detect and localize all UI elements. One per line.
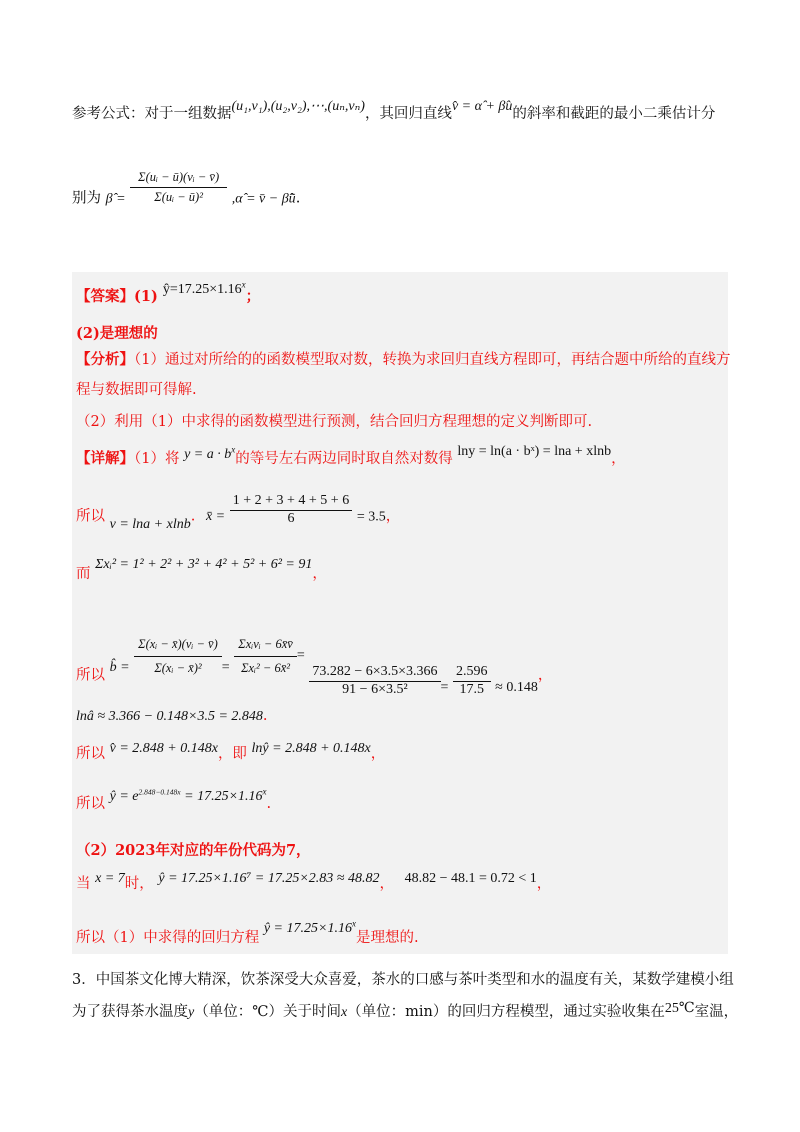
bhat-fraction-1 [134,633,222,680]
detail-l1-a: （1）将 [134,451,180,467]
analysis-line-3: （2）利用（1）中求得的函数模型进行预测，结合回归方程理想的定义判断即可. [76,414,593,430]
final-equation: ŷ = $17.25\times 1.16^x$ [263,918,356,936]
detail-l7-a: 所以 [76,796,105,812]
detail-line-5 [76,708,268,726]
v-equation: v = lna + xlnb [109,517,191,533]
detail-l7-end: . [266,796,272,812]
bhat-f4-denominator: 17.5 [459,681,485,697]
bhat-f1-denominator: Σ(xᵢ − x̄)² [154,660,202,675]
lna-equation: lnâ ≈ 3.366 − 0.148×3.5 = 2.848 [76,709,263,724]
analysis-text-1: （1）通过对所给的的函数模型取对数，转换为求回归直线方程即可，再结合题中所给的直线方 [134,352,731,368]
part2-line-3 [76,918,419,948]
detail-line-7 [76,786,272,814]
bhat-result: ≈ 0.148 [495,680,538,696]
equals-sign-2: = [296,648,305,664]
bhat-f1-numerator: Σ(xᵢ − x̄)(vᵢ − v̄) [134,633,222,657]
analysis-line-2: 程与数据即可得解. [76,382,197,398]
yhat-exp-equation: ŷ = $e^{2.848-0.148x} = 17.25\times 1.16^x$ [109,786,267,804]
answer-part1-end: ； [245,288,261,305]
bhat-f3-denominator: 91 − 6×3.5² [342,681,408,697]
answer-part2: (2)是理想的 [76,325,158,342]
answer-part1-index: (1) [134,288,158,305]
bhat-lhs: b̂ = [109,660,130,676]
detail-label: 【详解】 [76,450,134,467]
question3-l2-c: （单位：min）的回归方程模型，通过实验收集在 [347,1004,665,1020]
part2-l3-b: 是理想的. [355,930,419,946]
formula-regression-line: v̂ = α̂ + β̂u [451,99,513,114]
detail-l4-a: 所以 [76,667,105,684]
question3-l2-a: 为了获得茶水温度 [72,1004,188,1020]
beta-numerator: Σ(uᵢ − ū)(vᵢ − v̄) [130,168,227,188]
part2-l2-end: ， [536,876,552,892]
detail-line-6 [76,741,386,764]
answer-label: 【答案】 [76,288,134,305]
part2-l2-a: 当 [76,876,91,892]
question3-line-1: 3．中国茶文化博大精深，饮茶深受大众喜爱，茶水的口感与茶叶类型和水的温度有关，某数学建模小组 [72,972,734,988]
formula-data-set: (u₁,v₁),(u₂,v₂),⋯,(uₙ,vₙ) [231,99,365,114]
equals-sign-1: = [221,660,230,676]
xbar-denominator: 6 [287,510,295,526]
formula-middle: ，其回归直线 [364,106,452,122]
bhat-f3-numerator: 73.282 − 6×3.5×3.366 [309,664,440,682]
detail-l3-end: ， [312,566,327,582]
bhat-f2-numerator: Σxᵢvᵢ − 6x̄v̄ [234,633,297,657]
detail-l1-end: ， [611,451,626,467]
detail-l6-end: ， [370,746,386,762]
equals-sign-3: = [440,680,449,696]
xbar-fraction [230,493,352,528]
xbar-result: = 3.5 [356,509,386,525]
difference-equation: 48.82 − 48.1 = 0.72 < 1 [404,871,537,886]
lnyhat-equation: lnŷ = 2.848 + 0.148x [251,741,371,756]
part2-line-2 [76,871,552,894]
detail-l2-a: 所以 [76,508,105,525]
bhat-fraction-4 [453,664,491,699]
detail-l2-end: ， [385,508,401,525]
detail-line-1 [76,444,626,469]
bhat-f4-numerator: 2.596 [453,664,491,682]
prediction-equation: ŷ = 17.25×1.16⁷ = 17.25×2.83 ≈ 48.82 [158,871,380,886]
model-equation: $y = a \cdot b^x$ [184,444,236,462]
detail-l4-end: ， [537,667,553,684]
sum-squares-equation: Σxᵢ² = 1² + 2² + 3² + 4² + 5² + 6² = 91 [95,557,313,572]
analysis-label: 【分析】 [76,351,134,368]
question3-line-2 [72,1001,739,1022]
formula-line-1 [72,99,716,124]
bhat-f2-denominator: Σxᵢ² − 6x̄² [241,660,291,675]
beta-denominator: Σ(uᵢ − ū)² [154,190,203,204]
detail-l6-a: 所以 [76,746,105,762]
question3-var-y: y [188,1005,195,1020]
question3-var-x: x [340,1005,348,1020]
part2-l2-b: 时， [124,876,154,892]
bhat-fraction-3 [309,664,440,699]
analysis-line-1 [76,351,730,369]
detail-line-2 [76,493,401,533]
beta-lhs: β̂ = [105,191,126,207]
bhat-fraction-2 [234,633,297,680]
formula-suffix: 的斜率和截距的最小二乘估计分 [512,106,716,122]
detail-l3-a: 而 [76,566,91,582]
answer-line-1 [76,279,261,307]
part2-l3-a: 所以（1）中求得的回归方程 [76,930,260,946]
detail-line-3 [76,557,327,584]
detail-line-4 [76,636,553,699]
formula-end: . [295,190,301,207]
part2-l2-c: ， [379,876,394,892]
formula-estimates-prefix: 别为 [72,190,101,207]
alpha-estimate: ,α̂ = v̄ − β̂ū [231,191,296,207]
question3-l2-d: 室温， [694,1004,739,1020]
xbar-numerator: 1 + 2 + 3 + 4 + 5 + 6 [230,493,352,511]
part2-line-1: （2）2023年对应的年份代码为7， [76,842,311,859]
detail-l1-b: 的等号左右两边同时取自然对数得 [235,451,453,467]
answer-part1-equation: $ŷ=17.25\times 1.16^x$ [162,279,246,297]
x-equals-7: x = 7 [95,871,125,886]
detail-l5-end: . [262,708,268,724]
question3-l2-b: （单位：℃）关于时间 [194,1004,341,1020]
beta-fraction [130,168,227,207]
vhat-equation: v̂ = 2.848 + 0.148x [109,741,218,756]
detail-l2-dot: . [190,508,196,525]
question3-room-temp: 25℃ [664,1001,695,1016]
detail-l6-mid: ，即 [217,746,247,762]
xbar-lhs: x̄ = [205,509,226,525]
formula-line-2 [72,170,301,208]
formula-prefix: 参考公式：对于一组数据 [72,106,232,122]
log-equation: lny = ln(a · bˣ) = lna + xlnb [457,444,612,459]
